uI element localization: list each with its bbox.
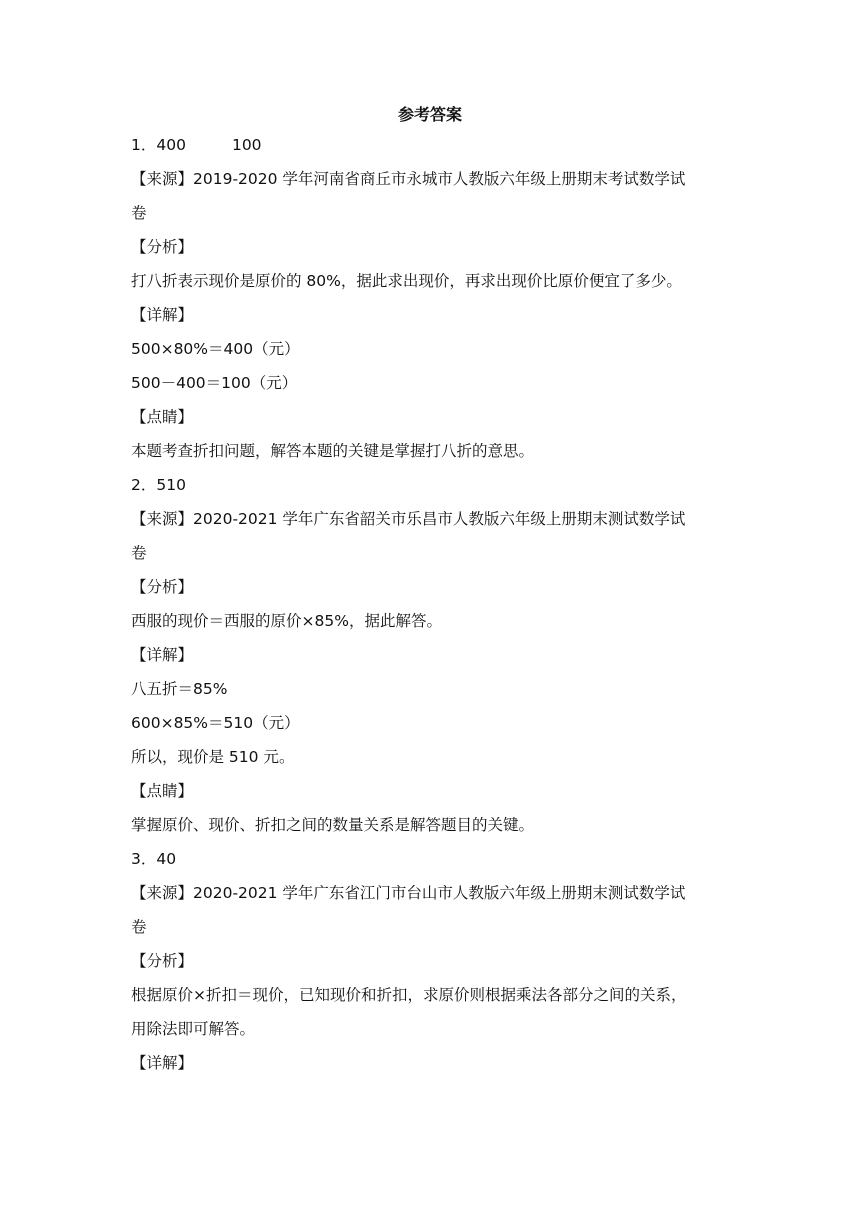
comment-heading: 【点睛】 [131,408,194,426]
analysis-text-cont: 用除法即可解答。 [131,1020,256,1038]
answer-1-first: 1．400 [131,136,186,154]
analysis-heading: 【分析】 [131,952,194,970]
answer-line-1 [131,134,262,156]
source-line-cont: 卷 [131,204,147,222]
detail-text: 500×80%＝400（元） [131,340,300,358]
analysis-text: 根据原价×折扣＝现价，已知现价和折扣，求原价则根据乘法各部分之间的关系， [131,986,687,1004]
detail-text: 500－400＝100（元） [131,374,298,392]
detail-text: 600×85%＝510（元） [131,714,300,732]
source-line: 【来源】2019-2020 学年河南省商丘市永城市人教版六年级上册期末考试数学试 [131,170,686,188]
answer-1-second: 100 [231,136,262,154]
analysis-text: 打八折表示现价是原价的 80%，据此求出现价，再求出现价比原价便宜了多少。 [131,272,682,290]
answer-line-2: 2．510 [131,476,186,494]
detail-heading: 【详解】 [131,306,194,324]
source-line: 【来源】2020-2021 学年广东省江门市台山市人教版六年级上册期末测试数学试 [131,884,686,902]
page-title: 参考答案 [397,105,462,124]
answer-line-3: 3．40 [131,850,177,868]
source-line: 【来源】2020-2021 学年广东省韶关市乐昌市人教版六年级上册期末测试数学试 [131,510,686,528]
analysis-heading: 【分析】 [131,578,194,596]
detail-text: 八五折＝85% [131,680,228,698]
analysis-text: 西服的现价＝西服的原价×85%，据此解答。 [131,612,442,630]
detail-heading: 【详解】 [131,646,194,664]
analysis-heading: 【分析】 [131,238,194,256]
source-line-cont: 卷 [131,918,147,936]
detail-heading: 【详解】 [131,1054,194,1072]
source-line-cont: 卷 [131,544,147,562]
comment-text: 掌握原价、现价、折扣之间的数量关系是解答题目的关键。 [131,816,535,834]
comment-heading: 【点睛】 [131,782,194,800]
detail-text: 所以，现价是 510 元。 [131,748,295,766]
comment-text: 本题考查折扣问题，解答本题的关键是掌握打八折的意思。 [131,442,535,460]
